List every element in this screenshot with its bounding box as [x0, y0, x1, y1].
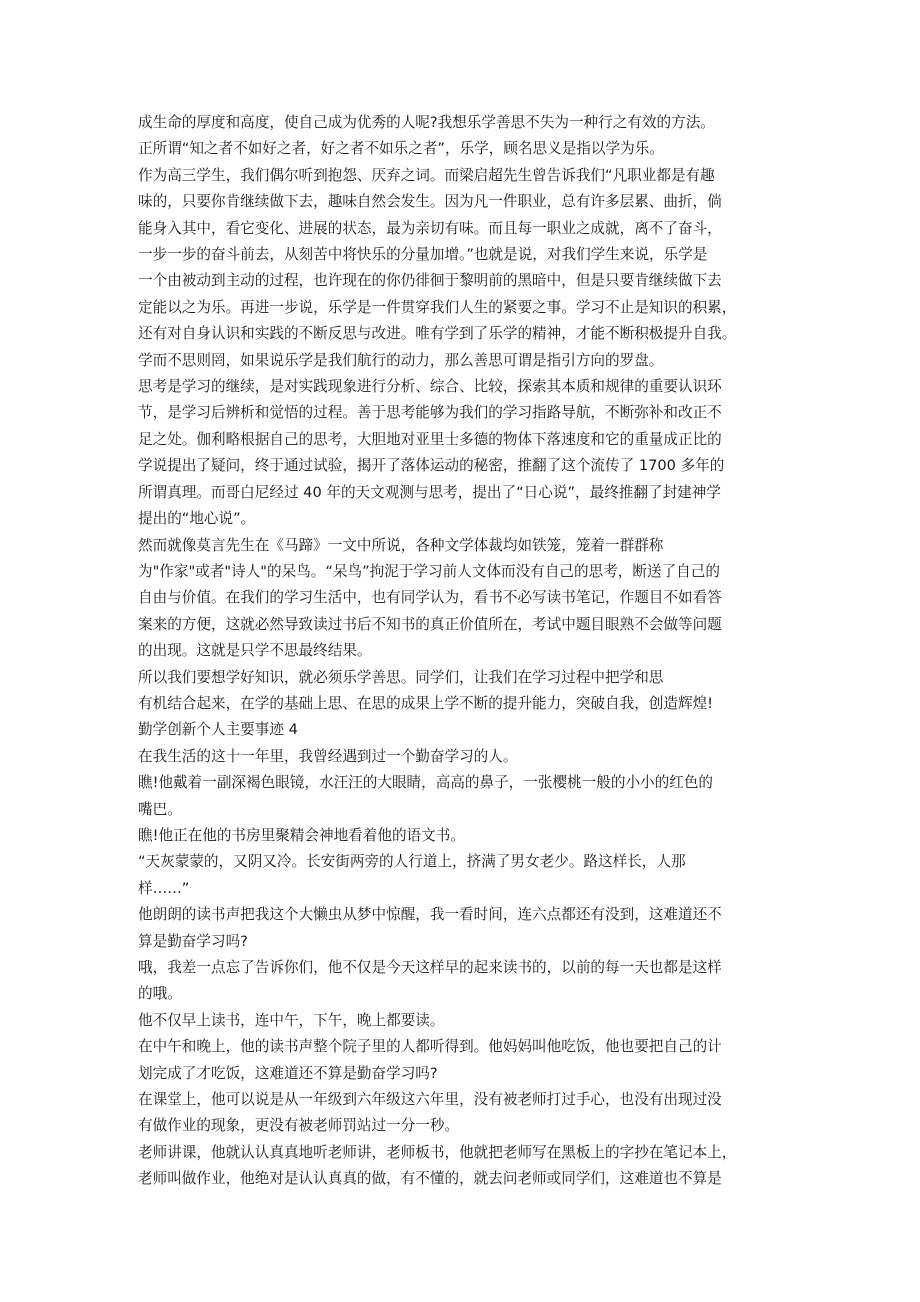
- text-line: 哦，我差一点忘了告诉你们，他不仅是今天这样早的起来读书的，以前的每一天也都是这样: [138, 959, 722, 976]
- body-paragraph: [138, 559, 788, 665]
- text-line: 划完成了才吃饭，这难道还不算是勤奋学习吗?: [138, 1064, 438, 1082]
- body-paragraph: [138, 348, 788, 374]
- text-line: 成生命的厚度和高度，使自己成为优秀的人呢?我想乐学善思不失为一种行之有效的方法。: [138, 114, 715, 131]
- text-line: 所谓真理。而哥白尼经过 40 年的天文观测与思考，提出了“日心说”，最终推翻了封建神学: [138, 483, 721, 501]
- text-line: 样……”: [138, 879, 190, 897]
- text-line: 老师讲课，他就认认真真地听老师讲，老师板书，他就把老师写在黑板上的字抄在笔记本上，: [138, 1143, 737, 1161]
- text-line: 思考是学习的继续，是对实践现象进行分析、综合、比较，探索其本质和规律的重要认识环: [138, 378, 722, 396]
- body-paragraph: [138, 717, 788, 743]
- body-paragraph: [138, 744, 788, 770]
- text-line: 所以我们要想学好知识，就必须乐学善思。同学们，让我们在学习过程中把学和思: [138, 668, 664, 686]
- text-line: 勤学创新个人主要事迹 4: [138, 721, 298, 739]
- text-line: 自由与价值。在我们的学习生活中，也有同学认为，看书不必写读书笔记，作题目不如看答: [138, 589, 722, 607]
- text-line: 案来的方便，这就必然导致读过书后不知书的真正价值所在，考试中题目眼熟不会做等问题: [138, 615, 722, 633]
- text-line: 他不仅早上读书，连中午，下午，晚上都要读。: [138, 1011, 445, 1029]
- body-paragraph: [138, 770, 788, 823]
- text-line: 然而就像莫言先生在《马蹄》一文中所说，各种文学体裁均如铁笼，笼着一群群称: [138, 536, 664, 554]
- text-line: 在中午和晚上，他的读书声整个院子里的人都听得到。他妈妈叫他吃饭，他也要把自己的计: [138, 1038, 722, 1056]
- text-line: 一个由被动到主动的过程，也许现在的你仍徘徊于黎明前的黑暗中，但是只要肯继续做下去: [138, 272, 722, 290]
- text-line: 在课堂上，他可以说是从一年级到六年级这六年里，没有被老师打过手心，也没有出现过没: [138, 1091, 722, 1109]
- text-line: 还有对自身认识和实践的不断反思与改进。唯有学到了乐学的精神，才能不断积极提升自我。: [138, 325, 737, 343]
- body-paragraph: [138, 1140, 788, 1193]
- text-line: 能身入其中，看它变化、进展的状态，最为亲切有味。而且每一职业之成就，离不了奋斗，: [138, 219, 722, 237]
- body-paragraph: [138, 110, 788, 136]
- text-line: 一步一步的奋斗前去，从刻苦中将快乐的分量加增。”也就是说，对我们学生来说，乐学是: [138, 246, 708, 264]
- body-paragraph: [138, 163, 788, 348]
- body-paragraph: [138, 823, 788, 849]
- text-line: 的哦。: [138, 985, 182, 1003]
- text-line: 作为高三学生，我们偶尔听到抱怨、厌弃之词。而梁启超先生曾告诉我们“凡职业都是有趣: [138, 166, 715, 184]
- body-paragraph: [138, 665, 788, 691]
- body-paragraph: [138, 1008, 788, 1034]
- body-paragraph: [138, 374, 788, 532]
- body-paragraph: [138, 902, 788, 955]
- body-paragraph: [138, 849, 788, 902]
- text-line: 瞧!他正在他的书房里聚精会神地看着他的语文书。: [138, 826, 465, 844]
- body-paragraph: [138, 1087, 788, 1140]
- body-paragraph: [138, 533, 788, 559]
- text-line: 瞧!他戴着一副深褐色眼镜，水汪汪的大眼睛，高高的鼻子，一张樱桃一般的小小的红色的: [138, 774, 714, 792]
- text-line: 有做作业的现象，更没有被老师罚站过一分一秒。: [138, 1117, 460, 1135]
- text-line: 味的，只要你肯继续做下去，趣味自然会发生。因为凡一件职业，总有许多层累、曲折，倘: [138, 193, 722, 211]
- text-line: 足之处。伽利略根据自己的思考，大胆地对亚里士多德的物体下落速度和它的重量成正比的: [138, 430, 722, 448]
- text-line: 正所谓“知之者不如好之者，好之者不如乐之者”，乐学，顾名思义是指以学为乐。: [138, 140, 664, 158]
- text-line: “天灰蒙蒙的，又阴又冷。长安街两旁的人行道上，挤满了男女老少。路这样长，人那: [138, 853, 686, 871]
- text-line: 算是勤奋学习吗?: [138, 932, 248, 950]
- body-paragraph: [138, 691, 788, 717]
- text-line: 在我生活的这十一年里，我曾经遇到过一个勤奋学习的人。: [138, 747, 518, 765]
- body-paragraph: [138, 1034, 788, 1087]
- text-line: 老师叫做作业，他绝对是认认真真的做，有不懂的，就去问老师或同学们，这难道也不算是: [138, 1170, 722, 1188]
- text-line: 的出现。这就是只学不思最终结果。: [138, 642, 372, 660]
- body-paragraph: [138, 955, 788, 1008]
- text-line: 为"作家"或者"诗人"的呆鸟。“呆鸟”拘泥于学习前人文体而没有自己的思考，断送了自己的: [138, 562, 720, 580]
- text-line: 定能以之为乐。再进一步说，乐学是一件贯穿我们人生的紧要之事。学习不止是知识的积累，: [138, 298, 737, 316]
- text-line: 学说提出了疑问，终于通过试验，揭开了落体运动的秘密，推翻了这个流传了 1700 多年的: [138, 457, 725, 475]
- text-line: 他朗朗的读书声把我这个大懒虫从梦中惊醒，我一看时间，连六点都还有没到，这难道还不: [138, 906, 722, 924]
- document-page: [138, 110, 788, 1193]
- text-line: 节，是学习后辨析和觉悟的过程。善于思考能够为我们的学习指路导航，不断弥补和改正不: [138, 404, 722, 422]
- text-line: 嘴巴。: [138, 800, 182, 818]
- text-line: 学而不思则罔，如果说乐学是我们航行的动力，那么善思可谓是指引方向的罗盘。: [138, 351, 664, 369]
- body-paragraph: [138, 136, 788, 162]
- text-line: 提出的“地心说”。: [138, 510, 256, 528]
- text-line: 有机结合起来，在学的基础上思、在思的成果上学不断的提升能力，突破自我，创造辉煌!: [138, 694, 714, 712]
